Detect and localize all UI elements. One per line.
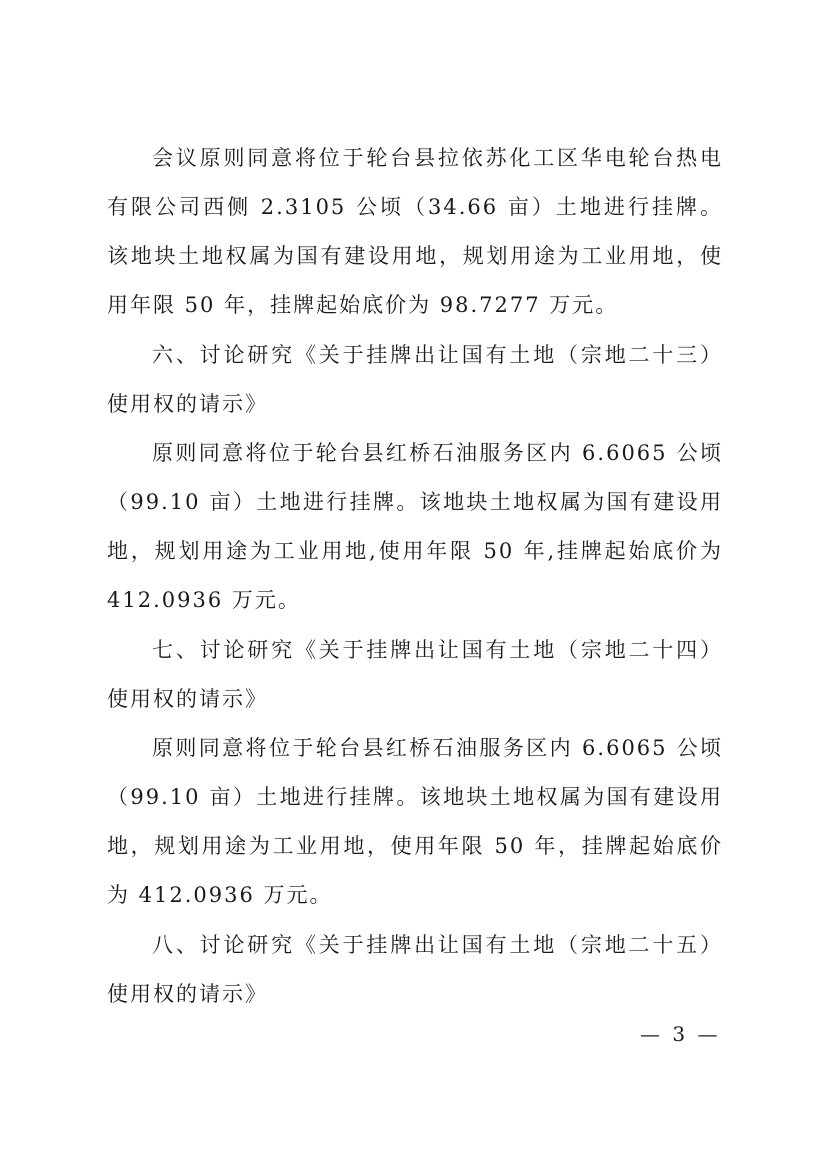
heading-item-six: 六、讨论研究《关于挂牌出让国有土地（宗地二十三）使用权的请示》 — [107, 343, 723, 416]
page-number: — 3 — — [640, 1022, 721, 1046]
paragraph-land-listing-huadian: 会议原则同意将位于轮台县拉依苏化工区华电轮台热电有限公司西侧 2.3105 公顷（34.66 亩）土地进行挂牌。该地块土地权属为国有建设用地，规划用途为工业用地，使用年限 50 年，挂牌起始底价为 98.7277 万元。 — [107, 146, 723, 317]
paragraph-land-listing-hongqiao-23: 原则同意将位于轮台县红桥石油服务区内 6.6065 公顷（99.10 亩）土地进行挂牌。该地块土地权属为国有建设用地，规划用途为工业用地,使用年限 50 年,挂牌起始底价为 412.0936 万元。 — [107, 441, 723, 612]
heading-item-eight: 八、讨论研究《关于挂牌出让国有土地（宗地二十五）使用权的请示》 — [107, 933, 723, 1006]
heading-item-seven: 七、讨论研究《关于挂牌出让国有土地（宗地二十四）使用权的请示》 — [107, 638, 723, 711]
paragraph-land-listing-hongqiao-24: 原则同意将位于轮台县红桥石油服务区内 6.6065 公顷（99.10 亩）土地进行挂牌。该地块土地权属为国有建设用地，规划用途为工业用地，使用年限 50 年，挂牌起始底价为 412.0936 万元。 — [107, 736, 723, 907]
